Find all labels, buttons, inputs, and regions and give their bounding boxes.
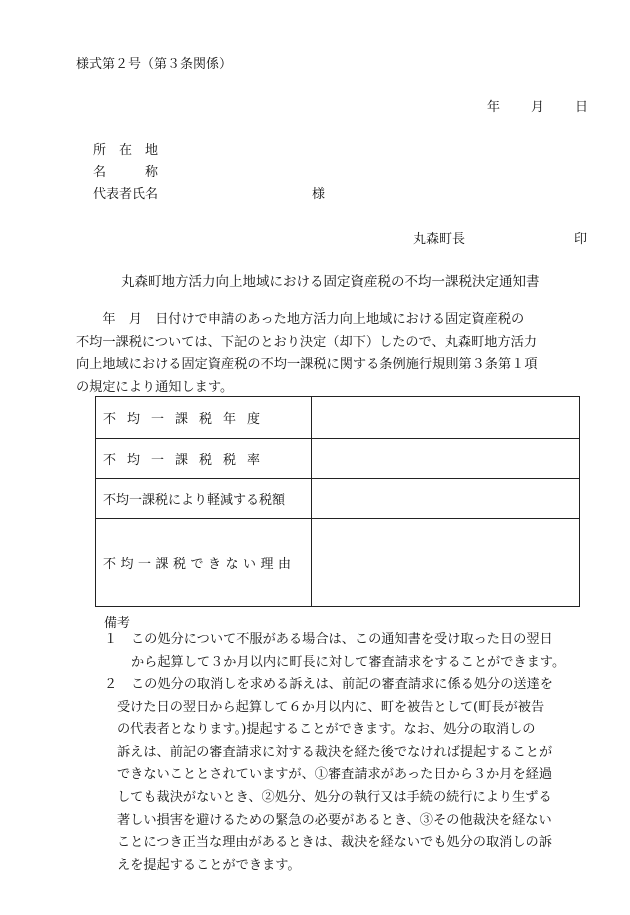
date-year-label: 年 xyxy=(487,100,501,115)
date-day-label: 日 xyxy=(575,100,589,115)
note-line: できないこととされていますが、①審査請求があった日から３か月を経過 xyxy=(117,767,553,783)
date-month-label: 月 xyxy=(531,100,545,115)
document-title: 丸森町地方活力向上地域における固定資産税の不均一課税決定通知書 xyxy=(121,274,540,290)
tax-info-table xyxy=(95,396,580,607)
row-value-rejection-reason xyxy=(311,519,579,607)
mayor-title: 丸森町長 xyxy=(413,232,466,247)
table-row xyxy=(96,479,580,519)
note-line xyxy=(104,629,594,652)
remarks-title: 備考 xyxy=(104,616,131,631)
note-text: この処分の取消しを求める訴えは、前記の審査請求に係る処分の送達を xyxy=(131,677,553,692)
row-label-tax-year: 不均一課税年度 xyxy=(96,397,312,439)
location-label: 所 在 地 xyxy=(93,143,159,158)
honorific-sama: 様 xyxy=(312,187,326,202)
row-label-reduced-amount: 不均一課税により軽減する税額 xyxy=(96,479,312,519)
note-line: しても裁決がないとき、②処分、処分の執行又は手続の続行により生ずる xyxy=(117,789,552,805)
note-line: ことにつき正当な理由があるときは、裁決を経ないでも処分の取消しの訴 xyxy=(117,835,552,851)
row-value-tax-year xyxy=(311,397,579,439)
seal-mark: 印 xyxy=(574,232,588,247)
note-number: １ xyxy=(104,632,118,647)
note-line: から起算して３か月以内に町長に対して審査請求をすることができます。 xyxy=(131,654,566,670)
table-row xyxy=(96,439,580,479)
body-line: の規定により通知します。 xyxy=(76,379,234,395)
remark-note-1 xyxy=(104,629,594,674)
body-line: 向上地域における固定資産税の不均一課税に関する条例施行規則第３条第１項 xyxy=(76,357,538,372)
note-text: この処分について不服がある場合は、この通知書を受け取った日の翌日 xyxy=(131,632,553,647)
note-line: えを提起することができます。 xyxy=(117,857,301,873)
note-number: ２ xyxy=(104,677,118,692)
note-line: 受けた日の翌日から起算して６か月以内に、町を被告として(町長が被告 xyxy=(117,699,545,715)
row-value-reduced-amount xyxy=(311,479,579,519)
note-line xyxy=(104,674,594,697)
row-value-tax-rate xyxy=(311,439,579,479)
body-line: 不均一課税については、下記のとおり決定（却下）したので、丸森町地方活力 xyxy=(76,334,538,350)
row-label-rejection-reason: 不均一課税できない理由 xyxy=(96,519,312,607)
note-line: の代表者となります。)提起することができます。なお、処分の取消しの xyxy=(117,722,536,738)
body-paragraph xyxy=(76,309,588,399)
note-line: 著しい損害を避けるための緊急の必要があるとき、③その他裁決を経ない xyxy=(117,812,552,828)
body-line: 年 月 日付けで申請のあった地方活力向上地域における固定資産税の xyxy=(76,312,525,327)
note-line: 訴えは、前記の審査請求に対する裁決を経た後でなければ提起することが xyxy=(117,744,553,760)
table-row xyxy=(96,397,580,439)
name-label: 名 称 xyxy=(93,165,159,180)
form-number: 様式第２号（第３条関係） xyxy=(76,57,233,72)
table-row xyxy=(96,519,580,607)
row-label-tax-rate: 不均一課税税率 xyxy=(96,439,312,479)
representative-label: 代表者氏名 xyxy=(93,187,159,202)
remark-note-2 xyxy=(104,674,594,877)
